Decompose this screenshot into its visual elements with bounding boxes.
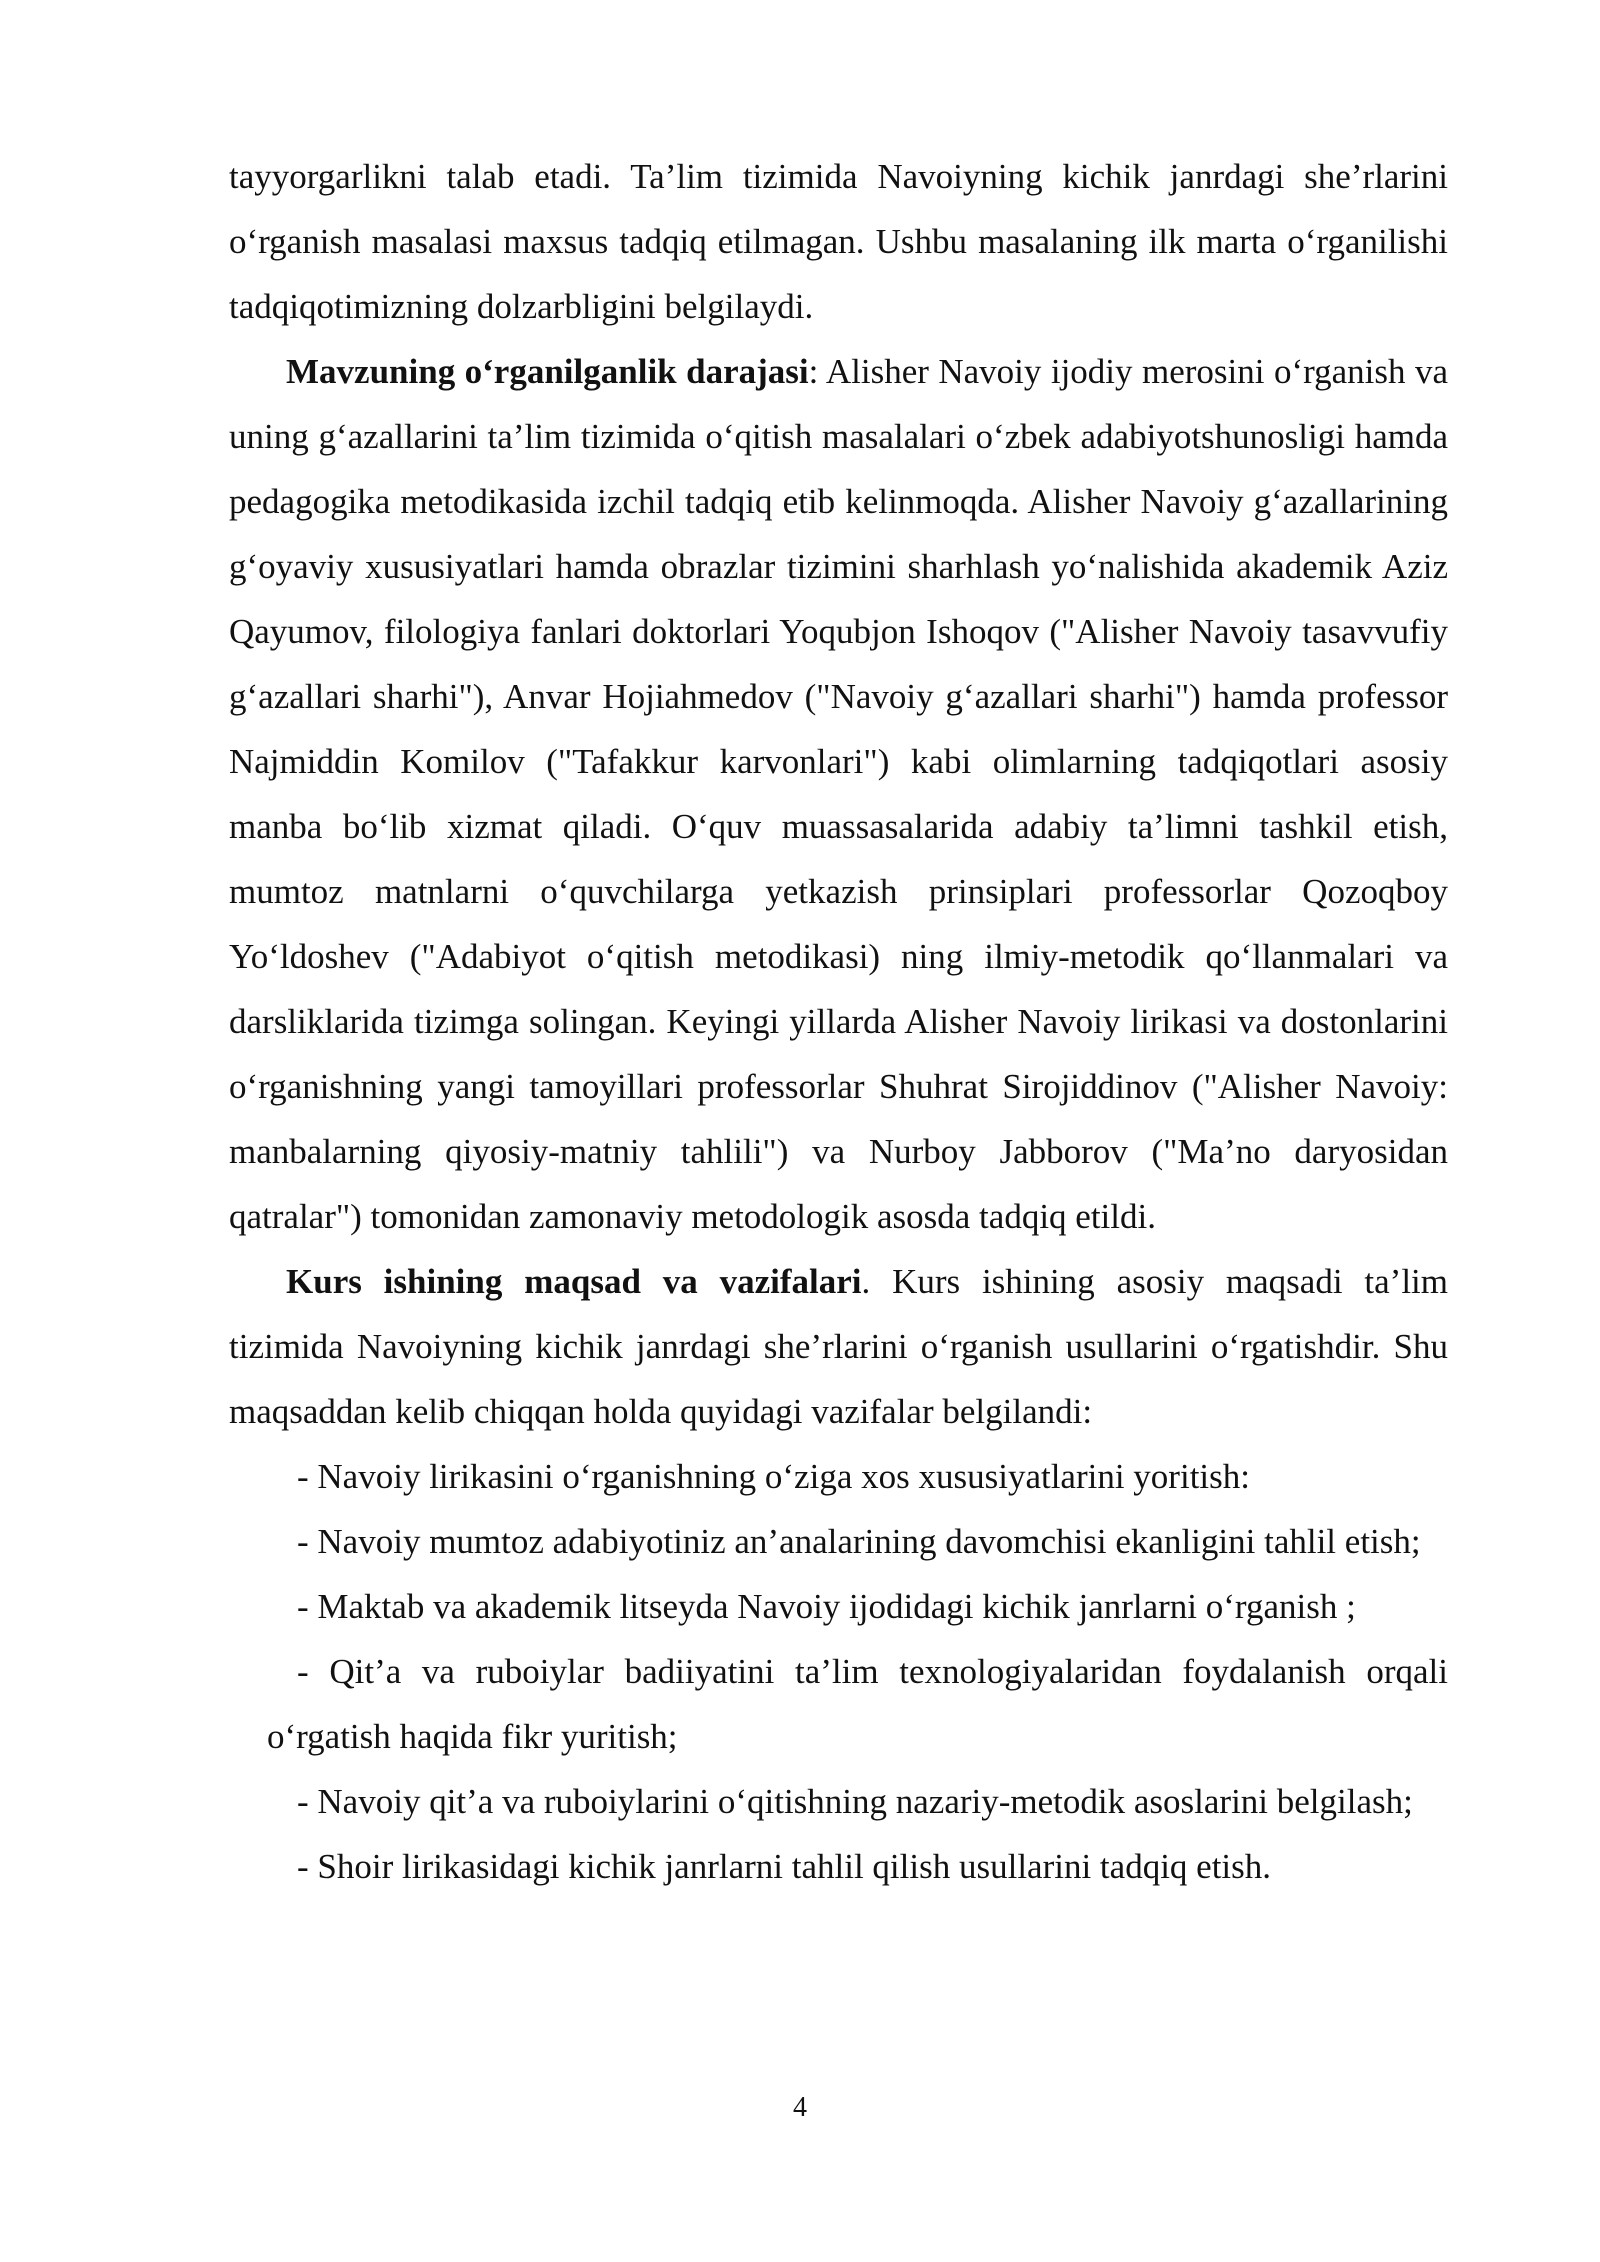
paragraph-relevance: tayyorgarlikni talab etadi. Ta’lim tizimida Navoiyning kichik janrdagi she’rlarini o‘rganish masalasi maxsus tadqiq etilmagan. Ushbu masalaning ilk marta o‘rganilishi tadqiqotimizning dolzarbligini belgilaydi. bbox=[229, 157, 1448, 326]
text-column bbox=[229, 144, 1448, 1899]
task-item: - Navoiy lirikasini o‘rganishning o‘ziga xos xususiyatlarini yoritish: bbox=[297, 1457, 1250, 1496]
page-number: 4 bbox=[793, 2092, 807, 2123]
task-item: - Qit’a va ruboiylar badiiyatini ta’lim texnologiyalaridan foydalanish orqali o‘rgatish haqida fikr yuritish; bbox=[267, 1652, 1448, 1756]
paragraph-research-degree bbox=[229, 339, 1448, 1249]
body-research-degree: : Alisher Navoiy ijodiy merosini o‘rganish va uning g‘azallarini ta’lim tizimida o‘qitish masalalari o‘zbek adabiyotshunosligi hamda pedagogika metodikasida izchil tadqiq etib kelinmoqda. Alisher Navoiy g‘azallarining g‘oyaviy xususiyatlari hamda obrazlar tizimini sharhlash yo‘nalishida akademik Aziz Qayumov, filologiya fanlari doktorlari Yoqubjon Ishoqov ("Alisher Navoiy tasavvufiy g‘azallari sharhi"), Anvar Hojiahmedov ("Navoiy g‘azallari sharhi") hamda professor Najmiddin Komilov ("Tafakkur karvonlari") kabi olimlarning tadqiqotlari asosiy manba bo‘lib xizmat qiladi. O‘quv muassasalarida adabiy ta’limni tashkil etish, mumtoz matnlarni o‘quvchilarga yetkazish prinsiplari professorlar Qozoqboy Yo‘ldoshev ("Adabiyot o‘qitish metodikasi) ning ilmiy-metodik qo‘llanmalari va darsliklarida tizimga solingan. Keyingi yillarda Alisher Navoiy lirikasi va dostonlarini o‘rganishning yangi tamoyillari professorlar Shuhrat Sirojiddinov ("Alisher Navoiy: manbalarning qiyosiy-matniy tahlili") va Nurboy Jabborov ("Ma’no daryosidan qatralar") tomonidan zamonaviy metodologik asosda tadqiq etildi. bbox=[229, 352, 1448, 1236]
task-item: - Navoiy mumtoz adabiyotiniz an’analarining davomchisi ekanligini tahlil etish; bbox=[297, 1522, 1421, 1561]
task-item: - Maktab va akademik litseyda Navoiy ijodidagi kichik janrlarni o‘rganish ; bbox=[297, 1587, 1356, 1626]
task-item: - Navoiy qit’a va ruboiylarini o‘qitishning nazariy-metodik asoslarini belgilash; bbox=[297, 1782, 1413, 1821]
heading-goals: Kurs ishining maqsad va vazifalari bbox=[286, 1262, 862, 1301]
heading-research-degree: Mavzuning o‘rganilganlik darajasi bbox=[286, 352, 809, 391]
body-goals: . Kurs ishining asosiy maqsadi ta’lim tizimida Navoiyning kichik janrdagi she’rlarini o‘rganish usullarini o‘rgatishdir. Shu maqsaddan kelib chiqqan holda quyidagi vazifalar belgilandi: bbox=[229, 1262, 1448, 1431]
paragraph-goals bbox=[229, 1249, 1448, 1444]
task-item: - Shoir lirikasidagi kichik janrlarni tahlil qilish usullarini tadqiq etish. bbox=[297, 1847, 1272, 1886]
